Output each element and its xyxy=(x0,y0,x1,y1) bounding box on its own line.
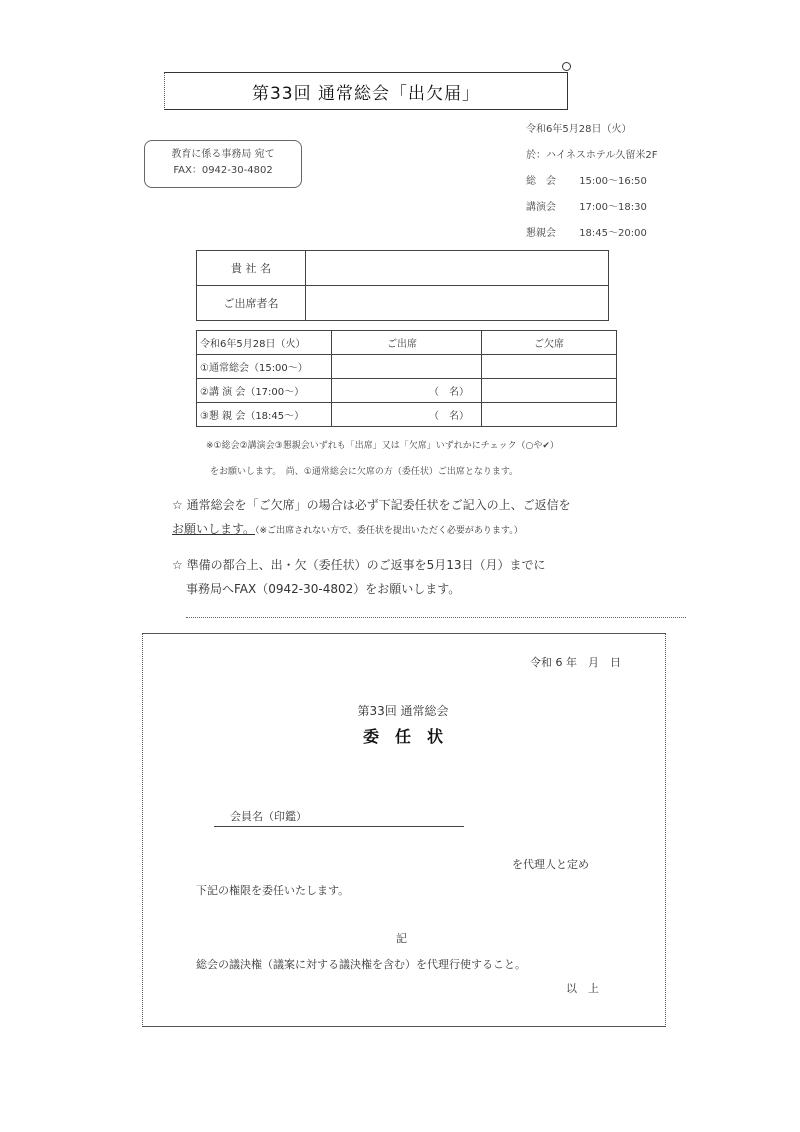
attend-cell[interactable] xyxy=(332,355,482,379)
title-box xyxy=(164,72,568,110)
note-line-1: ※①総会②講演会③懇親会いずれも「出席」又は「欠席」いずれかにチェック（○や✔） xyxy=(206,441,559,451)
absent-cell[interactable] xyxy=(482,355,617,379)
schedule-label: 総 会 xyxy=(526,176,556,187)
table-row xyxy=(197,251,609,286)
authority-text: 総会の議決権（議案に対する議決権を含む）を代理行使すること。 xyxy=(196,958,526,971)
row-label: ③懇 親 会（18:45～） xyxy=(197,403,332,427)
meeting-venue: 於：ハイネスホテル久留米2F xyxy=(526,150,658,161)
address-box xyxy=(144,140,302,188)
delegate-line: 下記の権限を委任いたします。 xyxy=(196,884,350,897)
company-name-field[interactable] xyxy=(306,251,609,286)
instruction-underlined: お願いします。 xyxy=(172,522,256,536)
attend-cell[interactable]: （ 名） xyxy=(332,379,482,403)
address-line-1: 教育に係る事務局 宛て xyxy=(171,149,275,160)
schedule-time: 15:00～16:50 xyxy=(579,176,647,187)
ki-label: 記 xyxy=(396,932,407,945)
table-row xyxy=(197,379,617,403)
instruction-2-line-2: 事務局へFAX（0942-30-4802）をお願いします。 xyxy=(186,582,461,596)
table-row xyxy=(197,403,617,427)
table-row xyxy=(197,355,617,379)
proxy-date: 令和 6 年 月 日 xyxy=(530,656,621,669)
instruction-2-line-1: ☆ 準備の都合上、出・欠（委任状）のご返事を5月13日（月）までに xyxy=(172,558,546,572)
instruction-note: （※ご出席されない方で、委任状を提出いただく必要があります。） xyxy=(255,526,523,536)
schedule-time: 17:00～18:30 xyxy=(579,202,647,213)
absent-cell[interactable] xyxy=(482,379,617,403)
delegate-text: を代理人と定め xyxy=(512,858,589,871)
instruction-1-line-1: ☆ 通常総会を「ご欠席」の場合は必ず下記委任状をご記入の上、ご返信を xyxy=(172,498,571,512)
page-title: 第33回 通常総会「出欠届」 xyxy=(251,84,481,104)
ijou-text: 以 上 xyxy=(566,982,599,995)
attendee-name-field[interactable] xyxy=(306,286,609,321)
schedule-label: 講演会 xyxy=(526,202,556,213)
meeting-date: 令和6年5月28日（火） xyxy=(526,124,632,135)
schedule-item xyxy=(526,172,647,187)
member-name-label: 会員名（印鑑） xyxy=(230,810,307,823)
header-absent: ご欠席 xyxy=(482,331,617,355)
absent-cell[interactable] xyxy=(482,403,617,427)
schedule-item xyxy=(526,198,647,213)
company-name-label: 貴 社 名 xyxy=(197,251,306,286)
header-date: 令和6年5月28日（火） xyxy=(197,331,332,355)
member-table xyxy=(196,250,609,321)
instruction-1-line-2 xyxy=(172,520,523,537)
table-row xyxy=(197,286,609,321)
corner-circle-icon xyxy=(562,62,571,71)
proxy-subtitle: 第33回 通常総会 xyxy=(357,704,449,718)
attendee-name-label: ご出席者名 xyxy=(197,286,306,321)
row-label: ②講 演 会（17:00～） xyxy=(197,379,332,403)
schedule-label: 懇親会 xyxy=(526,228,556,239)
schedule-time: 18:45～20:00 xyxy=(579,228,647,239)
row-label: ①通常総会（15:00～） xyxy=(197,355,332,379)
schedule-item xyxy=(526,224,647,239)
attendance-table xyxy=(196,330,617,427)
address-fax: FAX：0942-30-4802 xyxy=(173,165,273,176)
header-attend: ご出席 xyxy=(332,331,482,355)
proxy-title: 委 任 状 xyxy=(362,727,443,746)
member-name-line[interactable] xyxy=(214,826,464,827)
cut-line xyxy=(186,617,686,618)
table-header-row xyxy=(197,331,617,355)
note-line-2: をお願いします。 尚、①通常総会に欠席の方（委任状）ご出席となります。 xyxy=(210,467,519,477)
attend-cell[interactable]: （ 名） xyxy=(332,403,482,427)
